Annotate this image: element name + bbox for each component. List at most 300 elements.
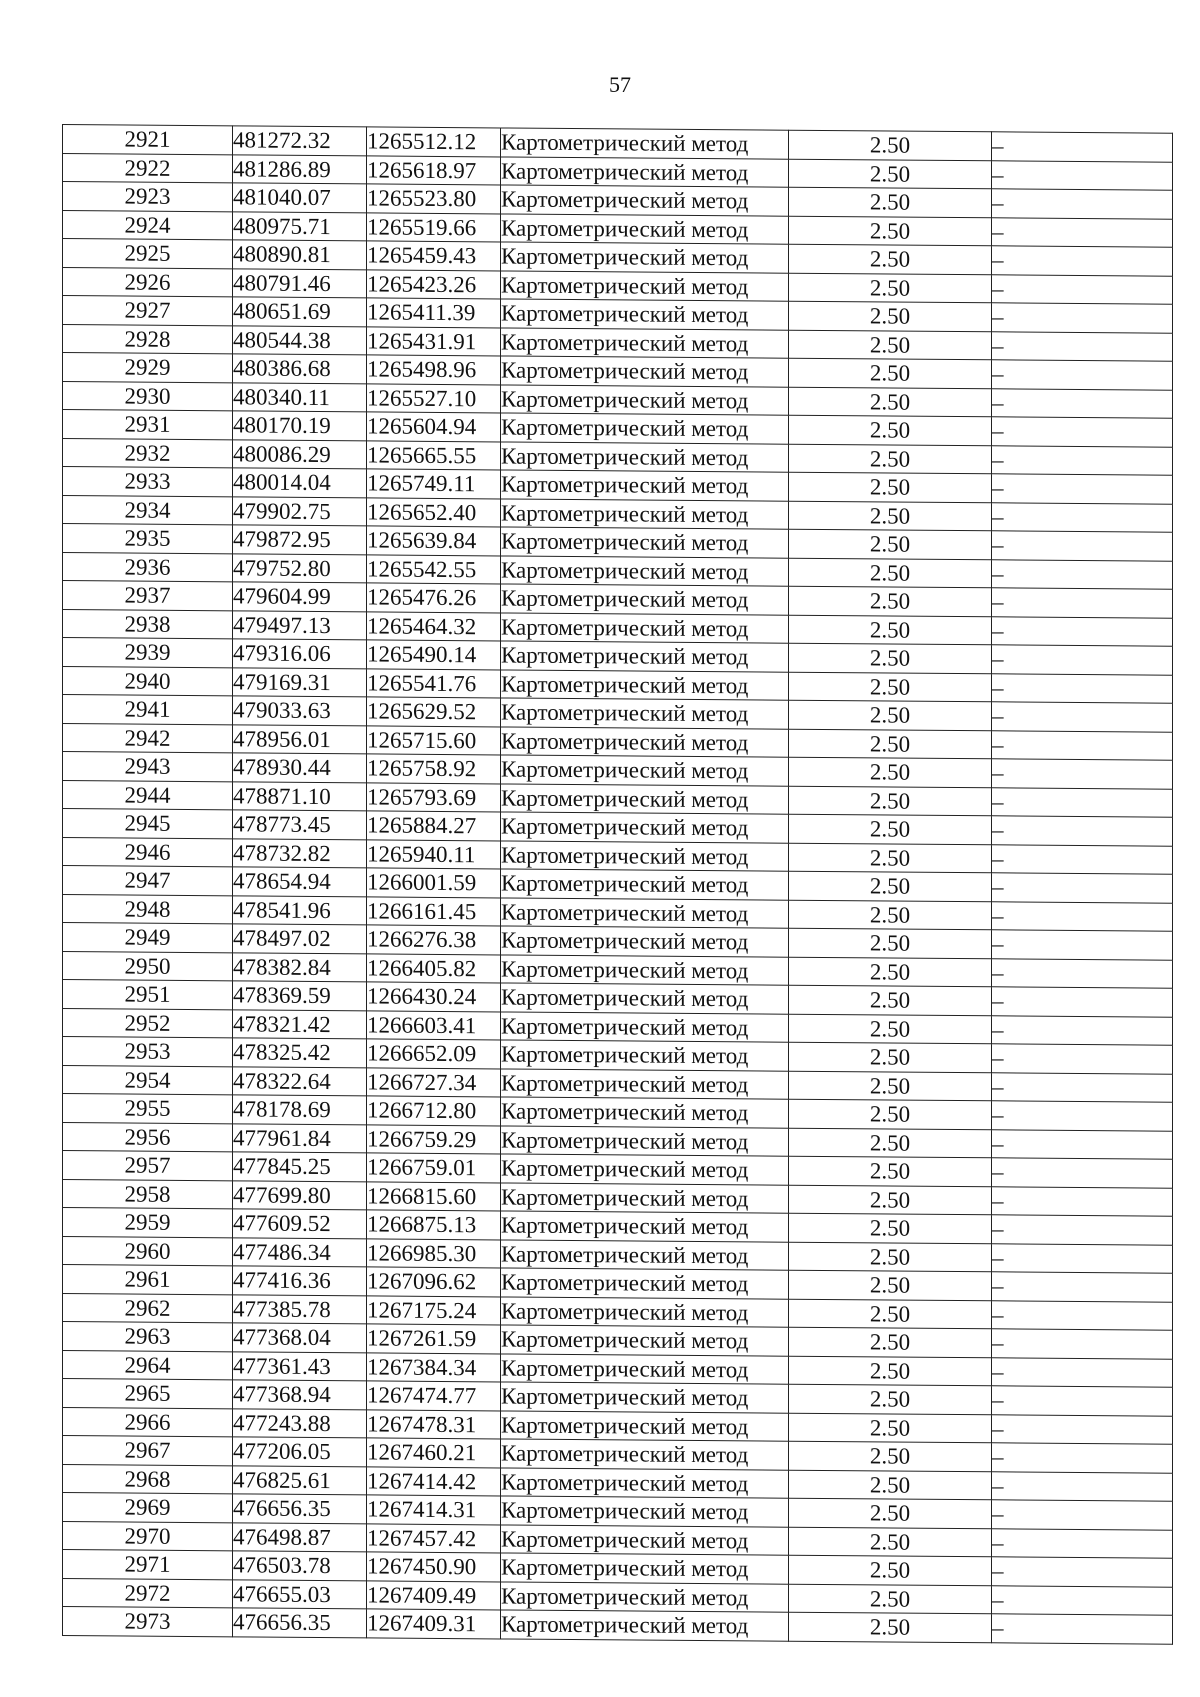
point-number-cell: 2961 [63, 1265, 233, 1295]
x-coordinate-cell: 477361.43 [233, 1351, 367, 1381]
point-number-cell: 2942 [63, 723, 233, 753]
accuracy-cell: 2.50 [789, 1527, 992, 1557]
y-coordinate-cell: 1265459.43 [367, 241, 501, 271]
accuracy-cell: 2.50 [789, 1555, 992, 1585]
method-cell: Картометрический метод [501, 641, 789, 672]
accuracy-cell: 2.50 [789, 757, 992, 787]
y-coordinate-cell: 1266652.09 [367, 1039, 501, 1069]
accuracy-cell: 2.50 [789, 1014, 992, 1044]
note-cell: – [992, 388, 1173, 418]
y-coordinate-cell: 1266276.38 [367, 925, 501, 955]
point-number-cell: 2925 [63, 239, 233, 269]
point-number-cell: 2927 [63, 296, 233, 326]
note-cell: – [992, 901, 1173, 931]
note-cell: – [992, 616, 1173, 646]
x-coordinate-cell: 479604.99 [233, 582, 367, 612]
method-cell: Картометрический метод [501, 327, 789, 358]
accuracy-cell: 2.50 [789, 415, 992, 445]
x-coordinate-cell: 480086.29 [233, 439, 367, 469]
point-number-cell: 2950 [63, 951, 233, 981]
method-cell: Картометрический метод [501, 1097, 789, 1128]
method-cell: Картометрический метод [501, 1239, 789, 1270]
point-number-cell: 2949 [63, 923, 233, 953]
method-cell: Картометрический метод [501, 1325, 789, 1356]
point-number-cell: 2966 [63, 1407, 233, 1437]
note-cell: – [992, 189, 1173, 219]
x-coordinate-cell: 478956.01 [233, 724, 367, 754]
y-coordinate-cell: 1266712.80 [367, 1096, 501, 1126]
y-coordinate-cell: 1265476.26 [367, 583, 501, 613]
note-cell: – [992, 645, 1173, 675]
accuracy-cell: 2.50 [789, 1356, 992, 1386]
y-coordinate-cell: 1267474.77 [367, 1381, 501, 1411]
note-cell: – [992, 1186, 1173, 1216]
accuracy-cell: 2.50 [789, 1042, 992, 1072]
point-number-cell: 2954 [63, 1065, 233, 1095]
x-coordinate-cell: 478382.84 [233, 952, 367, 982]
point-number-cell: 2962 [63, 1293, 233, 1323]
point-number-cell: 2968 [63, 1464, 233, 1494]
accuracy-cell: 2.50 [789, 615, 992, 645]
method-cell: Картометрический метод [501, 755, 789, 786]
y-coordinate-cell: 1266603.41 [367, 1010, 501, 1040]
y-coordinate-cell: 1265431.91 [367, 326, 501, 356]
note-cell: – [992, 787, 1173, 817]
accuracy-cell: 2.50 [789, 871, 992, 901]
accuracy-cell: 2.50 [789, 1071, 992, 1101]
accuracy-cell: 2.50 [789, 1612, 992, 1642]
method-cell: Картометрический метод [501, 584, 789, 615]
accuracy-cell: 2.50 [789, 643, 992, 673]
method-cell: Картометрический метод [501, 1154, 789, 1185]
method-cell: Картометрический метод [501, 840, 789, 871]
point-number-cell: 2972 [63, 1578, 233, 1608]
accuracy-cell: 2.50 [789, 387, 992, 417]
y-coordinate-cell: 1266759.29 [367, 1124, 501, 1154]
x-coordinate-cell: 477486.34 [233, 1237, 367, 1267]
accuracy-cell: 2.50 [789, 1128, 992, 1158]
y-coordinate-cell: 1265652.40 [367, 497, 501, 527]
method-cell: Картометрический метод [501, 441, 789, 472]
note-cell: – [992, 1443, 1173, 1473]
method-cell: Картометрический метод [501, 555, 789, 586]
y-coordinate-cell: 1267409.49 [367, 1580, 501, 1610]
x-coordinate-cell: 477243.88 [233, 1408, 367, 1438]
note-cell: – [992, 1300, 1173, 1330]
y-coordinate-cell: 1266875.13 [367, 1210, 501, 1240]
method-cell: Картометрический метод [501, 1068, 789, 1099]
accuracy-cell: 2.50 [789, 957, 992, 987]
accuracy-cell: 2.50 [789, 1099, 992, 1129]
note-cell: – [992, 360, 1173, 390]
accuracy-cell: 2.50 [789, 1327, 992, 1357]
note-cell: – [992, 873, 1173, 903]
note-cell: – [992, 1215, 1173, 1245]
x-coordinate-cell: 477961.84 [233, 1123, 367, 1153]
y-coordinate-cell: 1265490.14 [367, 640, 501, 670]
x-coordinate-cell: 480340.11 [233, 382, 367, 412]
y-coordinate-cell: 1266985.30 [367, 1238, 501, 1268]
method-cell: Картометрический метод [501, 1467, 789, 1498]
method-cell: Картометрический метод [501, 498, 789, 529]
x-coordinate-cell: 477845.25 [233, 1152, 367, 1182]
y-coordinate-cell: 1266161.45 [367, 896, 501, 926]
x-coordinate-cell: 479316.06 [233, 639, 367, 669]
y-coordinate-cell: 1265527.10 [367, 383, 501, 413]
x-coordinate-cell: 477385.78 [233, 1294, 367, 1324]
point-number-cell: 2932 [63, 438, 233, 468]
point-number-cell: 2930 [63, 381, 233, 411]
method-cell: Картометрический метод [501, 470, 789, 501]
y-coordinate-cell: 1265512.12 [367, 127, 501, 157]
note-cell: – [992, 1414, 1173, 1444]
method-cell: Картометрический метод [501, 869, 789, 900]
y-coordinate-cell: 1266430.24 [367, 982, 501, 1012]
method-cell: Картометрический метод [501, 299, 789, 330]
y-coordinate-cell: 1267414.42 [367, 1466, 501, 1496]
note-cell: – [992, 303, 1173, 333]
point-number-cell: 2953 [63, 1037, 233, 1067]
note-cell: – [992, 1015, 1173, 1045]
note-cell: – [992, 673, 1173, 703]
point-number-cell: 2943 [63, 752, 233, 782]
note-cell: – [992, 702, 1173, 732]
method-cell: Картометрический метод [501, 926, 789, 957]
method-cell: Картометрический метод [501, 1182, 789, 1213]
method-cell: Картометрический метод [501, 413, 789, 444]
method-cell: Картометрический метод [501, 1581, 789, 1612]
method-cell: Картометрический метод [501, 1524, 789, 1555]
point-number-cell: 2969 [63, 1493, 233, 1523]
note-cell: – [992, 958, 1173, 988]
accuracy-cell: 2.50 [789, 244, 992, 274]
y-coordinate-cell: 1267450.90 [367, 1552, 501, 1582]
x-coordinate-cell: 480975.71 [233, 211, 367, 241]
x-coordinate-cell: 478322.64 [233, 1066, 367, 1096]
method-cell: Картометрический метод [501, 356, 789, 387]
accuracy-cell: 2.50 [789, 1498, 992, 1528]
accuracy-cell: 2.50 [789, 786, 992, 816]
y-coordinate-cell: 1265639.84 [367, 526, 501, 556]
accuracy-cell: 2.50 [789, 814, 992, 844]
y-coordinate-cell: 1267478.31 [367, 1409, 501, 1439]
accuracy-cell: 2.50 [789, 1584, 992, 1614]
y-coordinate-cell: 1265519.66 [367, 212, 501, 242]
note-cell: – [992, 1072, 1173, 1102]
x-coordinate-cell: 476656.35 [233, 1608, 367, 1638]
y-coordinate-cell: 1267261.59 [367, 1324, 501, 1354]
accuracy-cell: 2.50 [789, 843, 992, 873]
x-coordinate-cell: 479169.31 [233, 667, 367, 697]
x-coordinate-cell: 477206.05 [233, 1437, 367, 1467]
accuracy-cell: 2.50 [789, 1441, 992, 1471]
accuracy-cell: 2.50 [789, 187, 992, 217]
note-cell: – [992, 730, 1173, 760]
accuracy-cell: 2.50 [789, 216, 992, 246]
x-coordinate-cell: 477368.94 [233, 1380, 367, 1410]
accuracy-cell: 2.50 [789, 1270, 992, 1300]
point-number-cell: 2945 [63, 809, 233, 839]
note-cell: – [992, 1500, 1173, 1530]
point-number-cell: 2924 [63, 210, 233, 240]
method-cell: Картометрический метод [501, 1410, 789, 1441]
point-number-cell: 2933 [63, 467, 233, 497]
y-coordinate-cell: 1267460.21 [367, 1438, 501, 1468]
x-coordinate-cell: 480170.19 [233, 411, 367, 441]
x-coordinate-cell: 480791.46 [233, 268, 367, 298]
note-cell: – [992, 445, 1173, 475]
method-cell: Картометрический метод [501, 1296, 789, 1327]
accuracy-cell: 2.50 [789, 729, 992, 759]
note-cell: – [992, 759, 1173, 789]
method-cell: Картометрический метод [501, 1553, 789, 1584]
accuracy-cell: 2.50 [789, 159, 992, 189]
note-cell: – [992, 132, 1173, 162]
note-cell: – [992, 1129, 1173, 1159]
point-number-cell: 2971 [63, 1550, 233, 1580]
point-number-cell: 2965 [63, 1379, 233, 1409]
point-number-cell: 2928 [63, 324, 233, 354]
point-number-cell: 2921 [63, 125, 233, 155]
note-cell: – [992, 1044, 1173, 1074]
accuracy-cell: 2.50 [789, 985, 992, 1015]
accuracy-cell: 2.50 [789, 928, 992, 958]
method-cell: Картометрический метод [501, 897, 789, 928]
note-cell: – [992, 160, 1173, 190]
note-cell: – [992, 559, 1173, 589]
y-coordinate-cell: 1266001.59 [367, 868, 501, 898]
y-coordinate-cell: 1267096.62 [367, 1267, 501, 1297]
x-coordinate-cell: 476655.03 [233, 1579, 367, 1609]
note-cell: – [992, 1528, 1173, 1558]
method-cell: Картометрический метод [501, 270, 789, 301]
note-cell: – [992, 987, 1173, 1017]
x-coordinate-cell: 478871.10 [233, 781, 367, 811]
point-number-cell: 2941 [63, 695, 233, 725]
x-coordinate-cell: 478321.42 [233, 1009, 367, 1039]
x-coordinate-cell: 478654.94 [233, 867, 367, 897]
method-cell: Картометрический метод [501, 812, 789, 843]
method-cell: Картометрический метод [501, 983, 789, 1014]
accuracy-cell: 2.50 [789, 501, 992, 531]
y-coordinate-cell: 1265498.96 [367, 355, 501, 385]
note-cell: – [992, 417, 1173, 447]
note-cell: – [992, 1272, 1173, 1302]
y-coordinate-cell: 1266815.60 [367, 1181, 501, 1211]
x-coordinate-cell: 480890.81 [233, 240, 367, 270]
point-number-cell: 2939 [63, 638, 233, 668]
x-coordinate-cell: 480386.68 [233, 354, 367, 384]
point-number-cell: 2946 [63, 837, 233, 867]
point-number-cell: 2967 [63, 1436, 233, 1466]
y-coordinate-cell: 1265464.32 [367, 611, 501, 641]
x-coordinate-cell: 476656.35 [233, 1494, 367, 1524]
note-cell: – [992, 1329, 1173, 1359]
accuracy-cell: 2.50 [789, 1384, 992, 1414]
x-coordinate-cell: 480544.38 [233, 325, 367, 355]
point-number-cell: 2952 [63, 1008, 233, 1038]
point-number-cell: 2948 [63, 894, 233, 924]
note-cell: – [992, 1585, 1173, 1615]
x-coordinate-cell: 480014.04 [233, 468, 367, 498]
y-coordinate-cell: 1265715.60 [367, 725, 501, 755]
method-cell: Картометрический метод [501, 698, 789, 729]
accuracy-cell: 2.50 [789, 444, 992, 474]
accuracy-cell: 2.50 [789, 358, 992, 388]
x-coordinate-cell: 478773.45 [233, 810, 367, 840]
y-coordinate-cell: 1267457.42 [367, 1523, 501, 1553]
coordinates-table [62, 124, 1173, 1644]
x-coordinate-cell: 478732.82 [233, 838, 367, 868]
point-number-cell: 2964 [63, 1350, 233, 1380]
x-coordinate-cell: 479902.75 [233, 496, 367, 526]
x-coordinate-cell: 477699.80 [233, 1180, 367, 1210]
x-coordinate-cell: 478325.42 [233, 1038, 367, 1068]
method-cell: Картометрический метод [501, 726, 789, 757]
point-number-cell: 2959 [63, 1208, 233, 1238]
note-cell: – [992, 1158, 1173, 1188]
note-cell: – [992, 246, 1173, 276]
accuracy-cell: 2.50 [789, 1470, 992, 1500]
method-cell: Картометрический метод [501, 156, 789, 187]
x-coordinate-cell: 478930.44 [233, 753, 367, 783]
y-coordinate-cell: 1266727.34 [367, 1067, 501, 1097]
method-cell: Картометрический метод [501, 1610, 789, 1641]
method-cell: Картометрический метод [501, 1439, 789, 1470]
note-cell: – [992, 930, 1173, 960]
point-number-cell: 2922 [63, 153, 233, 183]
y-coordinate-cell: 1265618.97 [367, 155, 501, 185]
method-cell: Картометрический метод [501, 1496, 789, 1527]
point-number-cell: 2947 [63, 866, 233, 896]
y-coordinate-cell: 1265542.55 [367, 554, 501, 584]
method-cell: Картометрический метод [501, 384, 789, 415]
y-coordinate-cell: 1265423.26 [367, 269, 501, 299]
coordinates-table-body [63, 125, 1173, 1644]
x-coordinate-cell: 478497.02 [233, 924, 367, 954]
point-number-cell: 2926 [63, 267, 233, 297]
x-coordinate-cell: 479033.63 [233, 696, 367, 726]
method-cell: Картометрический метод [501, 612, 789, 643]
accuracy-cell: 2.50 [789, 330, 992, 360]
y-coordinate-cell: 1265629.52 [367, 697, 501, 727]
x-coordinate-cell: 479872.95 [233, 525, 367, 555]
point-number-cell: 2960 [63, 1236, 233, 1266]
accuracy-cell: 2.50 [789, 900, 992, 930]
point-number-cell: 2956 [63, 1122, 233, 1152]
y-coordinate-cell: 1265758.92 [367, 754, 501, 784]
point-number-cell: 2940 [63, 666, 233, 696]
accuracy-cell: 2.50 [789, 273, 992, 303]
note-cell: – [992, 588, 1173, 618]
x-coordinate-cell: 477609.52 [233, 1209, 367, 1239]
method-cell: Картометрический метод [501, 669, 789, 700]
accuracy-cell: 2.50 [789, 672, 992, 702]
y-coordinate-cell: 1265793.69 [367, 782, 501, 812]
note-cell: – [992, 217, 1173, 247]
x-coordinate-cell: 481286.89 [233, 154, 367, 184]
accuracy-cell: 2.50 [789, 1185, 992, 1215]
point-number-cell: 2973 [63, 1607, 233, 1637]
y-coordinate-cell: 1265604.94 [367, 412, 501, 442]
x-coordinate-cell: 476825.61 [233, 1465, 367, 1495]
accuracy-cell: 2.50 [789, 558, 992, 588]
accuracy-cell: 2.50 [789, 1242, 992, 1272]
y-coordinate-cell: 1267384.34 [367, 1352, 501, 1382]
note-cell: – [992, 1614, 1173, 1644]
method-cell: Картометрический метод [501, 1211, 789, 1242]
note-cell: – [992, 531, 1173, 561]
method-cell: Картометрический метод [501, 1040, 789, 1071]
note-cell: – [992, 816, 1173, 846]
y-coordinate-cell: 1267414.31 [367, 1495, 501, 1525]
x-coordinate-cell: 476498.87 [233, 1522, 367, 1552]
y-coordinate-cell: 1265884.27 [367, 811, 501, 841]
x-coordinate-cell: 481272.32 [233, 126, 367, 156]
y-coordinate-cell: 1266405.82 [367, 953, 501, 983]
accuracy-cell: 2.50 [789, 130, 992, 160]
x-coordinate-cell: 477416.36 [233, 1266, 367, 1296]
method-cell: Картометрический метод [501, 213, 789, 244]
x-coordinate-cell: 478541.96 [233, 895, 367, 925]
y-coordinate-cell: 1267175.24 [367, 1295, 501, 1325]
method-cell: Картометрический метод [501, 242, 789, 273]
y-coordinate-cell: 1265665.55 [367, 440, 501, 470]
accuracy-cell: 2.50 [789, 1413, 992, 1443]
x-coordinate-cell: 477368.04 [233, 1323, 367, 1353]
point-number-cell: 2944 [63, 780, 233, 810]
method-cell: Картометрический метод [501, 1125, 789, 1156]
y-coordinate-cell: 1266759.01 [367, 1153, 501, 1183]
method-cell: Картометрический метод [501, 954, 789, 985]
method-cell: Картометрический метод [501, 128, 789, 159]
point-number-cell: 2957 [63, 1151, 233, 1181]
x-coordinate-cell: 478178.69 [233, 1095, 367, 1125]
point-number-cell: 2935 [63, 524, 233, 554]
method-cell: Картометрический метод [501, 1011, 789, 1042]
accuracy-cell: 2.50 [789, 529, 992, 559]
accuracy-cell: 2.50 [789, 472, 992, 502]
note-cell: – [992, 1471, 1173, 1501]
note-cell: – [992, 274, 1173, 304]
method-cell: Картометрический метод [501, 185, 789, 216]
x-coordinate-cell: 480651.69 [233, 297, 367, 327]
point-number-cell: 2931 [63, 410, 233, 440]
note-cell: – [992, 844, 1173, 874]
note-cell: – [992, 1101, 1173, 1131]
y-coordinate-cell: 1267409.31 [367, 1609, 501, 1639]
y-coordinate-cell: 1265541.76 [367, 668, 501, 698]
x-coordinate-cell: 479752.80 [233, 553, 367, 583]
method-cell: Картометрический метод [501, 1268, 789, 1299]
x-coordinate-cell: 478369.59 [233, 981, 367, 1011]
accuracy-cell: 2.50 [789, 586, 992, 616]
y-coordinate-cell: 1265411.39 [367, 298, 501, 328]
x-coordinate-cell: 476503.78 [233, 1551, 367, 1581]
accuracy-cell: 2.50 [789, 1299, 992, 1329]
accuracy-cell: 2.50 [789, 301, 992, 331]
point-number-cell: 2937 [63, 581, 233, 611]
point-number-cell: 2934 [63, 495, 233, 525]
method-cell: Картометрический метод [501, 1353, 789, 1384]
note-cell: – [992, 1386, 1173, 1416]
note-cell: – [992, 1357, 1173, 1387]
note-cell: – [992, 331, 1173, 361]
point-number-cell: 2936 [63, 552, 233, 582]
x-coordinate-cell: 481040.07 [233, 183, 367, 213]
y-coordinate-cell: 1265940.11 [367, 839, 501, 869]
point-number-cell: 2955 [63, 1094, 233, 1124]
